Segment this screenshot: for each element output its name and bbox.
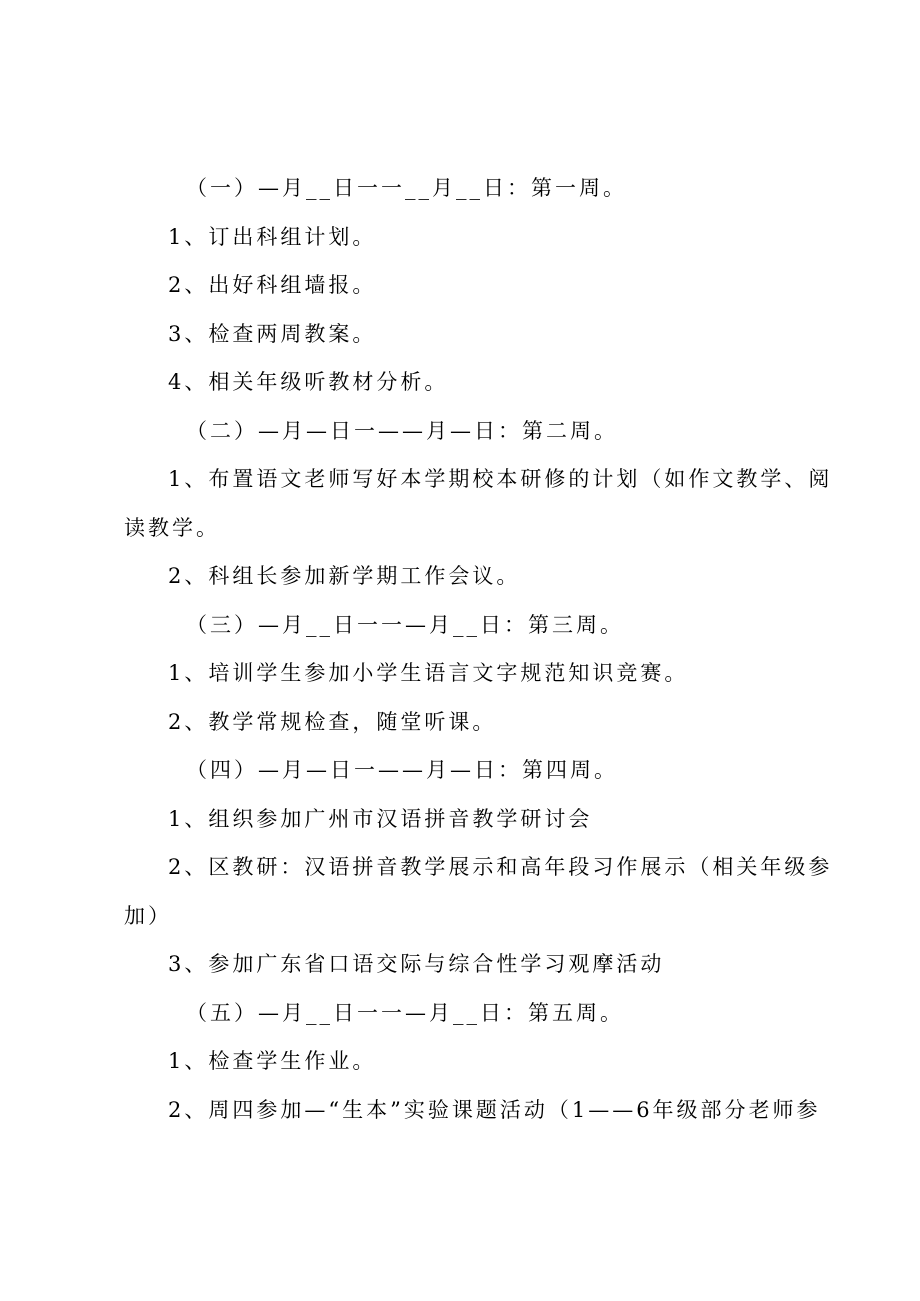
list-item: 3、参加广东省口语交际与综合性学习观摩活动 bbox=[168, 952, 665, 976]
section-heading-3: （三）—月__日一一—月__日：第三周。 bbox=[186, 613, 624, 637]
list-item: 3、检查两周教案。 bbox=[168, 322, 377, 346]
list-item: 1、布置语文老师写好本学期校本研修的计划（如作文教学、阅 bbox=[168, 467, 833, 491]
list-item: 1、订出科组计划。 bbox=[168, 225, 377, 249]
list-item: 4、相关年级听教材分析。 bbox=[168, 370, 449, 394]
section-heading-5: （五）—月__日一一—月__日：第五周。 bbox=[186, 1001, 624, 1025]
section-heading-4: （四）—月—日一——月—日：第四周。 bbox=[186, 758, 618, 782]
list-item-continuation: 读教学。 bbox=[124, 516, 220, 540]
list-item: 1、检查学生作业。 bbox=[168, 1049, 377, 1073]
list-item: 2、教学常规检查，随堂听课。 bbox=[168, 710, 497, 734]
list-item: 1、组织参加广州市汉语拼音教学研讨会 bbox=[168, 807, 593, 831]
list-item: 2、区教研：汉语拼音教学展示和高年段习作展示（相关年级参 bbox=[168, 855, 833, 879]
list-item-continuation: 加） bbox=[124, 904, 172, 928]
list-item: 2、出好科组墙报。 bbox=[168, 273, 377, 297]
list-item: 2、科组长参加新学期工作会议。 bbox=[168, 564, 521, 588]
list-item: 1、培训学生参加小学生语言文字规范知识竞赛。 bbox=[168, 661, 689, 685]
section-heading-1: （一）—月__日一一__月__日：第一周。 bbox=[186, 176, 627, 200]
section-heading-2: （二）—月—日一——月—日：第二周。 bbox=[186, 419, 618, 443]
list-item: 2、周四参加—“生本”实验课题活动（1——6年级部分老师参 bbox=[168, 1098, 821, 1122]
